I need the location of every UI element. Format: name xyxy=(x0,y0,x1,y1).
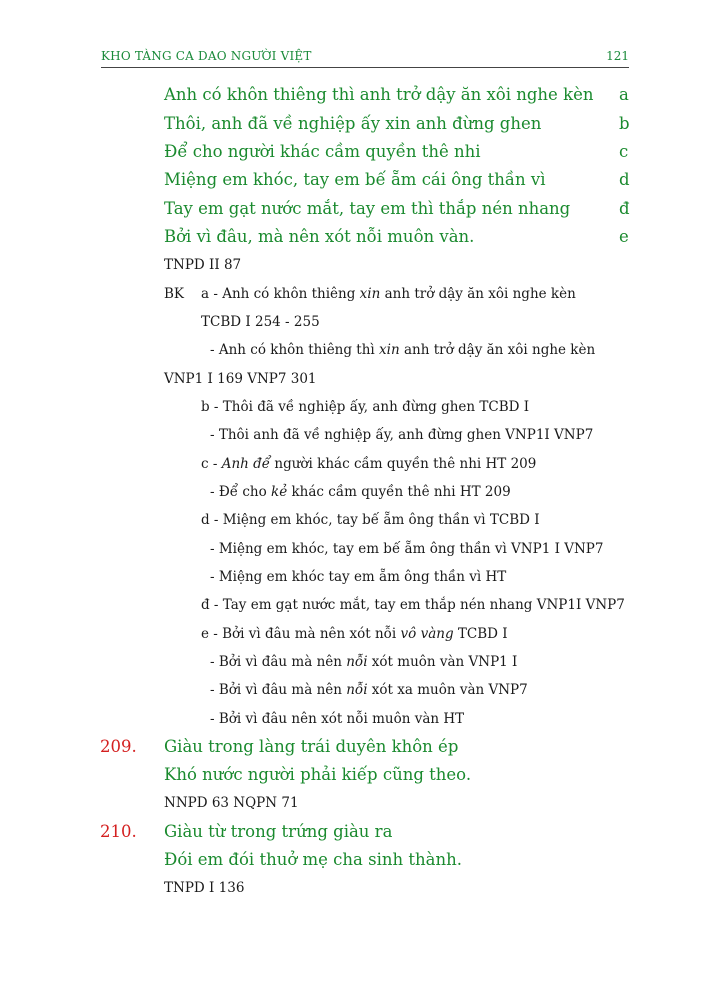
page-number: 121 xyxy=(606,49,629,63)
variant-note: d - Miệng em khóc, tay bế ẵm ông thần vì TCBD I xyxy=(201,512,540,528)
verse-line: Bởi vì đâu, mà nên xót nỗi muôn vàn. xyxy=(164,227,475,246)
variant-note: a - Anh có khôn thiêng xin anh trở dậy ăn xôi nghe kèn xyxy=(201,286,576,302)
verse-line: Thôi, anh đã về nghiệp ấy xin anh đừng ghen xyxy=(164,114,542,133)
variant-note: - Bởi vì đâu mà nên nỗi xót muôn vàn VNP1 I xyxy=(210,654,518,670)
source-ref: TNPD I 136 xyxy=(164,880,245,896)
verse-line: Tay em gạt nước mắt, tay em thì thắp nén nhang xyxy=(164,199,571,218)
verse-mark: c xyxy=(619,142,629,161)
entry-number: 209. xyxy=(100,737,137,756)
verse-line: Miệng em khóc, tay em bế ẵm cái ông thần vì xyxy=(164,170,546,189)
variant-note: - Miệng em khóc, tay em bế ẵm ông thần vì VNP1 I VNP7 xyxy=(210,541,604,557)
variant-note: TCBD I 254 - 255 xyxy=(201,314,320,330)
verse-line: Khó nước người phải kiếp cũng theo. xyxy=(164,765,472,784)
variant-note: - Thôi anh đã về nghiệp ấy, anh đừng ghen VNP1I VNP7 xyxy=(210,427,594,443)
verse-line: Giàu từ trong trứng giàu ra xyxy=(164,822,393,841)
variant-note: VNP1 I 169 VNP7 301 xyxy=(164,371,317,387)
source-ref: TNPD II 87 xyxy=(164,257,242,273)
verse-line: Giàu trong làng trái duyên khôn ép xyxy=(164,737,459,756)
variant-note: c - Anh để người khác cầm quyền thê nhi HT 209 xyxy=(201,456,537,472)
source-ref: NNPD 63 NQPN 71 xyxy=(164,795,299,811)
variant-note: e - Bởi vì đâu mà nên xót nỗi vô vàng TCBD I xyxy=(201,626,508,642)
verse-mark: a xyxy=(619,85,629,104)
entry-number: 210. xyxy=(100,822,137,841)
variant-note: - Bởi vì đâu nên xót nỗi muôn vàn HT xyxy=(210,711,465,727)
variant-note: - Để cho kẻ khác cầm quyền thê nhi HT 209 xyxy=(210,484,511,500)
running-header xyxy=(101,49,629,68)
verse-mark: e xyxy=(619,227,629,246)
variant-note: - Miệng em khóc tay em ẵm ông thần vì HT xyxy=(210,569,507,585)
variant-note: b - Thôi đã về nghiệp ấy, anh đừng ghen TCBD I xyxy=(201,399,530,415)
verse-mark: đ xyxy=(619,199,630,218)
verse-line: Để cho người khác cầm quyền thê nhi xyxy=(164,142,481,161)
variant-note: đ - Tay em gạt nước mắt, tay em thắp nén nhang VNP1I VNP7 xyxy=(201,597,625,613)
book-title: KHO TÀNG CA DAO NGƯỜI VIỆT xyxy=(101,49,312,63)
variant-note: - Bởi vì đâu mà nên nỗi xót xa muôn vàn VNP7 xyxy=(210,682,528,698)
bk-label: BK xyxy=(164,286,185,302)
variant-note: - Anh có khôn thiêng thì xin anh trở dậy ăn xôi nghe kèn xyxy=(210,342,596,358)
verse-mark: b xyxy=(619,114,630,133)
verse-line: Đói em đói thuở mẹ cha sinh thành. xyxy=(164,850,462,869)
verse-mark: d xyxy=(619,170,630,189)
verse-line: Anh có khôn thiêng thì anh trở dậy ăn xôi nghe kèn xyxy=(164,85,594,104)
